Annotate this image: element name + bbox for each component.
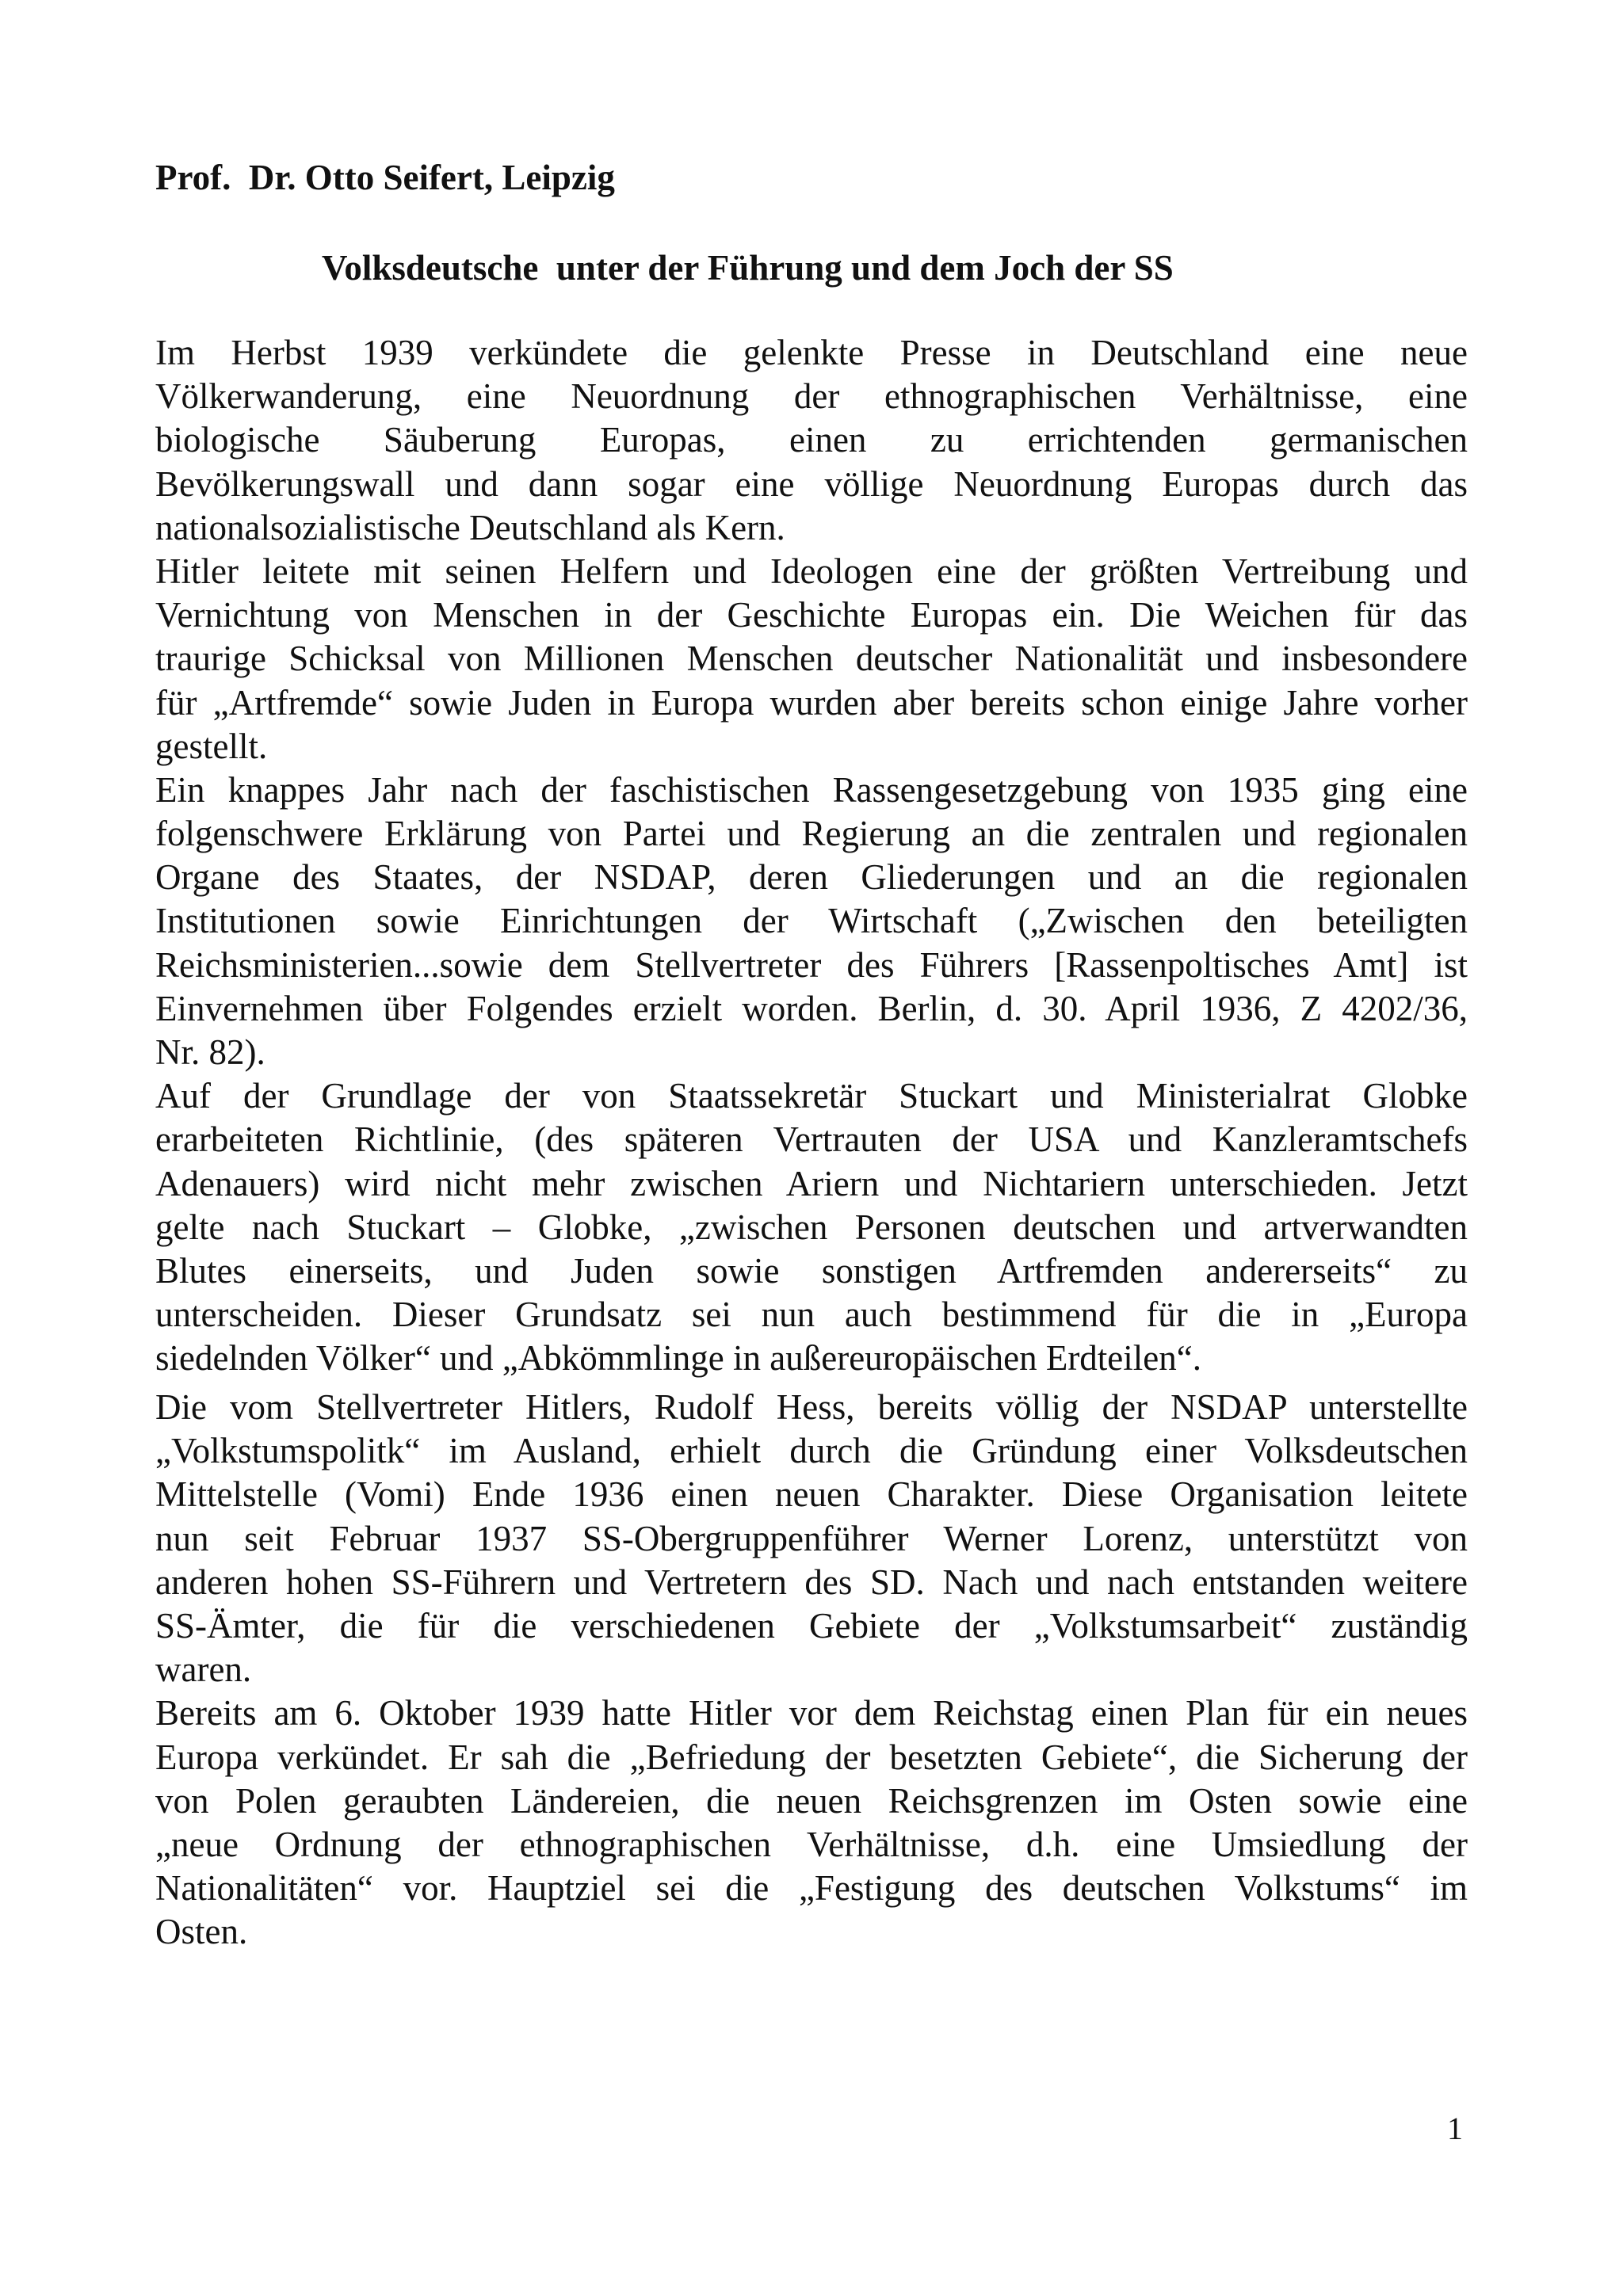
text-line: für „Artfremde“ sowie Juden in Europa wurden aber bereits schon einige Jahre vorher: [155, 682, 1468, 723]
text-line: traurige Schicksal von Millionen Menschen deutscher Nationalität und insbesondere: [155, 639, 1468, 679]
document-title: Volksdeutsche unter der Führung und dem Joch der SS: [322, 248, 1174, 288]
text-line: Bereits am 6. Oktober 1939 hatte Hitler vor dem Reichstag einen Plan für ein neues: [155, 1693, 1468, 1733]
text-line: Nr. 82).: [155, 1032, 265, 1072]
text-line: Institutionen sowie Einrichtungen der Wirtschaft („Zwischen den beteiligten: [155, 901, 1468, 941]
text-line: nationalsozialistische Deutschland als Kern.: [155, 507, 785, 547]
text-line: erarbeiteten Richtlinie, (des späteren Vertrauten der USA und Kanzleramtschefs: [155, 1119, 1468, 1160]
body-block-2: [155, 1386, 1468, 1954]
text-line: SS-Ämter, die für die verschiedenen Gebiete der „Volkstumsarbeit“ zuständig: [155, 1605, 1468, 1646]
page-number: 1: [1447, 2111, 1463, 2146]
text-line: Bevölkerungswall und dann sogar eine völlige Neuordnung Europas durch das: [155, 463, 1468, 504]
text-line: Mittelstelle (Vomi) Ende 1936 einen neuen Charakter. Diese Organisation leitete: [155, 1474, 1468, 1515]
text-line: Europa verkündet. Er sah die „Befriedung der besetzten Gebiete“, die Sicherung der: [155, 1737, 1468, 1777]
text-line: folgenschwere Erklärung von Partei und Regierung an die zentralen und regionalen: [155, 814, 1468, 854]
text-line: Ein knappes Jahr nach der faschistischen Rassengesetzgebung von 1935 ging eine: [155, 769, 1468, 810]
text-line: Vernichtung von Menschen in der Geschichte Europas ein. Die Weichen für das: [155, 595, 1468, 635]
text-line: nun seit Februar 1937 SS-Obergruppenführer Werner Lorenz, unterstützt von: [155, 1518, 1468, 1558]
text-line: Reichsministerien...sowie dem Stellvertreter des Führers [Rassenpoltisches Amt] ist: [155, 944, 1468, 985]
text-line: Auf der Grundlage der von Staatssekretär Stuckart und Ministerialrat Globke: [155, 1076, 1468, 1116]
author-line: Prof. Dr. Otto Seifert, Leipzig: [155, 158, 615, 197]
text-line: „Volkstumspolitk“ im Ausland, erhielt durch die Gründung einer Volksdeutschen: [155, 1431, 1468, 1471]
text-line: anderen hohen SS-Führern und Vertretern des SD. Nach und nach entstanden weitere: [155, 1562, 1468, 1602]
text-line: gelte nach Stuckart – Globke, „zwischen Personen deutschen und artverwandten: [155, 1207, 1468, 1247]
text-line: Adenauers) wird nicht mehr zwischen Ariern und Nichtariern unterschieden. Jetzt: [155, 1163, 1468, 1203]
text-line: Völkerwanderung, eine Neuordnung der ethnographischen Verhältnisse, eine: [155, 376, 1468, 417]
text-line: Nationalitäten“ vor. Hauptziel sei die „Festigung des deutschen Volkstums“ im: [155, 1868, 1468, 1909]
text-line: Die vom Stellvertreter Hitlers, Rudolf Hess, bereits völlig der NSDAP unterstellte: [155, 1387, 1468, 1427]
text-line: waren.: [155, 1650, 252, 1690]
text-line: siedelnden Völker“ und „Abkömmlinge in außereuropäischen Erdteilen“.: [155, 1338, 1201, 1379]
text-line: Einvernehmen über Folgendes erzielt worden. Berlin, d. 30. April 1936, Z 4202/36,: [155, 988, 1468, 1028]
text-line: Im Herbst 1939 verkündete die gelenkte Presse in Deutschland eine neue: [155, 333, 1468, 372]
text-line: Blutes einerseits, und Juden sowie sonstigen Artfremden andererseits“ zu: [155, 1250, 1468, 1291]
text-line: „neue Ordnung der ethnographischen Verhältnisse, d.h. eine Umsiedlung der: [155, 1824, 1468, 1864]
text-line: Osten.: [155, 1912, 248, 1952]
text-line: von Polen geraubten Ländereien, die neuen Reichsgrenzen im Osten sowie eine: [155, 1780, 1468, 1821]
text-line: Organe des Staates, der NSDAP, deren Gliederungen und an die regionalen: [155, 857, 1468, 898]
text-line: unterscheiden. Dieser Grundsatz sei nun auch bestimmend für die in „Europa: [155, 1295, 1468, 1335]
text-line: Hitler leitete mit seinen Helfern und Ideologen eine der größten Vertreibung und: [155, 551, 1468, 591]
text-line: gestellt.: [155, 726, 268, 766]
body-block-1: [155, 331, 1468, 1381]
text-line: biologische Säuberung Europas, einen zu errichtenden germanischen: [155, 420, 1468, 460]
